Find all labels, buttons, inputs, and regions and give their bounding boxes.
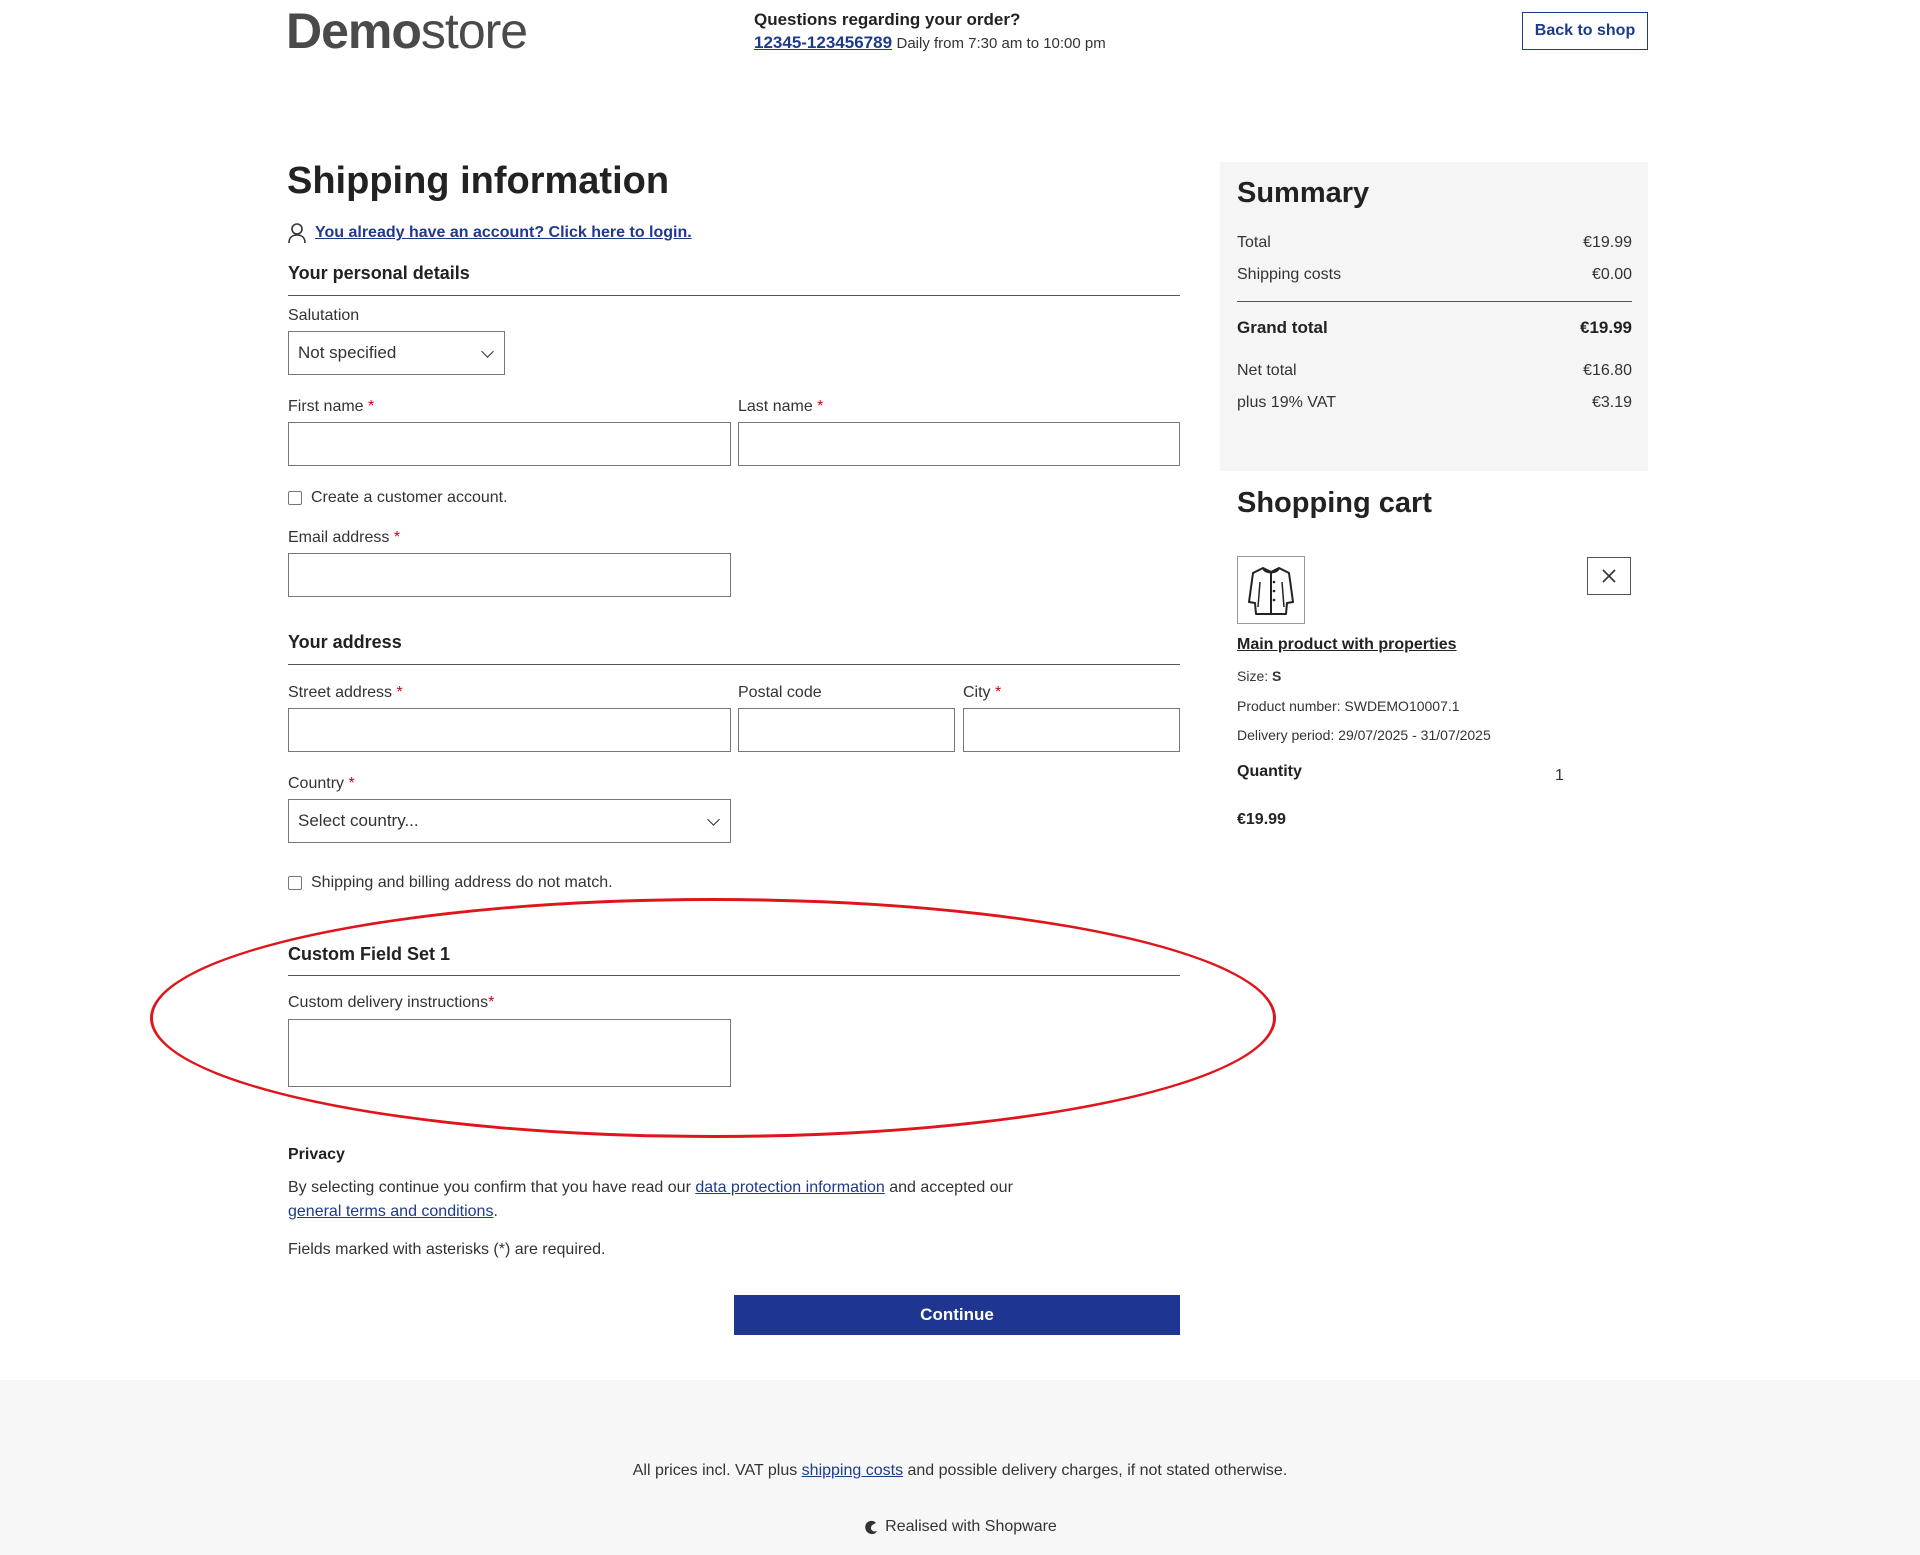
summary-row-grand-total: Grand total €19.99 — [1237, 318, 1632, 337]
address-mismatch-checkbox[interactable] — [288, 876, 302, 890]
product-name-link[interactable]: Main product with properties — [1237, 636, 1457, 653]
continue-button[interactable]: Continue — [734, 1295, 1180, 1335]
street-label: Street address * — [288, 684, 403, 701]
hotline-question: Questions regarding your order? — [754, 10, 1021, 29]
summary-row-net-total: Net total €16.80 — [1237, 362, 1632, 379]
last-name-label: Last name * — [738, 398, 824, 415]
back-to-shop-button[interactable]: Back to shop — [1522, 12, 1648, 50]
postal-code-input[interactable] — [738, 708, 955, 752]
product-thumbnail[interactable] — [1237, 556, 1305, 624]
divider — [288, 975, 1180, 976]
remove-item-button[interactable] — [1587, 557, 1631, 595]
country-label: Country * — [288, 775, 355, 792]
custom-delivery-label: Custom delivery instructions* — [288, 994, 495, 1011]
custom-field-set-heading: Custom Field Set 1 — [288, 944, 451, 964]
city-input[interactable] — [963, 708, 1180, 752]
page-title: Shipping information — [287, 160, 670, 202]
salutation-value: Not specified — [298, 343, 397, 362]
street-input[interactable] — [288, 708, 731, 752]
login-row — [287, 222, 692, 244]
required-fields-note: Fields marked with asterisks (*) are required. — [288, 1241, 606, 1258]
divider — [288, 664, 1180, 665]
create-account-row[interactable] — [288, 489, 508, 507]
shopware-logo-icon — [863, 1519, 879, 1535]
delivery-period: Delivery period: 29/07/2025 - 31/07/2025 — [1237, 727, 1491, 743]
address-mismatch-label: Shipping and billing address do not match. — [311, 874, 613, 891]
store-logo[interactable] — [286, 3, 528, 59]
quantity-label: Quantity — [1237, 763, 1302, 780]
terms-link[interactable]: general terms and conditions — [288, 1203, 494, 1220]
create-account-checkbox[interactable] — [288, 491, 302, 505]
summary-row-shipping: Shipping costs €0.00 — [1237, 266, 1632, 283]
user-icon — [287, 222, 307, 244]
logo-light-text: store — [420, 3, 528, 59]
shipping-costs-link[interactable]: shipping costs — [801, 1462, 904, 1479]
email-label: Email address * — [288, 529, 401, 546]
last-name-input[interactable] — [738, 422, 1180, 466]
city-label: City * — [963, 684, 1002, 701]
hotline-number-link[interactable]: 12345-123456789 — [754, 33, 893, 52]
postal-code-label: Postal code — [738, 684, 822, 701]
close-icon — [1601, 568, 1617, 584]
summary-title: Summary — [1237, 177, 1370, 209]
summary-row-total: Total €19.99 — [1237, 234, 1632, 251]
product-size: Size: S — [1237, 668, 1282, 684]
first-name-input[interactable] — [288, 422, 731, 466]
footer-price-note: All prices incl. VAT plus shipping costs and possible delivery charges, if not stated otherwise. — [632, 1462, 1288, 1479]
chevron-down-icon — [481, 345, 494, 358]
summary-row-vat: plus 19% VAT €3.19 — [1237, 394, 1632, 411]
salutation-label: Salutation — [288, 307, 360, 324]
privacy-heading: Privacy — [288, 1146, 345, 1163]
summary-divider — [1237, 301, 1632, 302]
product-price: €19.99 — [1237, 811, 1286, 828]
hotline-line — [754, 33, 1106, 53]
jacket-icon — [1245, 562, 1297, 618]
divider — [288, 295, 1180, 296]
country-select[interactable] — [288, 799, 731, 843]
personal-details-heading: Your personal details — [288, 263, 470, 283]
login-link[interactable]: You already have an account? Click here to login. — [315, 224, 692, 241]
highlight-ellipse — [150, 898, 1276, 1138]
logo-bold-text: Demo — [286, 3, 421, 59]
first-name-label: First name * — [288, 398, 375, 415]
hotline-hours: Daily from 7:30 am to 10:00 pm — [896, 35, 1106, 52]
data-protection-link[interactable]: data protection information — [695, 1179, 885, 1196]
realised-with-shopware[interactable]: Realised with Shopware — [0, 1518, 1920, 1536]
product-number: Product number: SWDEMO10007.1 — [1237, 698, 1460, 714]
address-heading: Your address — [288, 632, 402, 652]
quantity-value[interactable]: 1 — [1555, 767, 1564, 784]
salutation-select[interactable] — [288, 331, 505, 375]
address-mismatch-row[interactable] — [288, 874, 613, 892]
country-value: Select country... — [298, 811, 419, 830]
shopping-cart-title: Shopping cart — [1237, 487, 1432, 519]
custom-delivery-textarea[interactable] — [288, 1019, 731, 1087]
create-account-label: Create a customer account. — [311, 489, 508, 506]
chevron-down-icon — [707, 813, 720, 826]
email-input[interactable] — [288, 553, 731, 597]
privacy-text: By selecting continue you confirm that you have read our data protection information and accepted our general terms and conditions. — [288, 1179, 1013, 1220]
